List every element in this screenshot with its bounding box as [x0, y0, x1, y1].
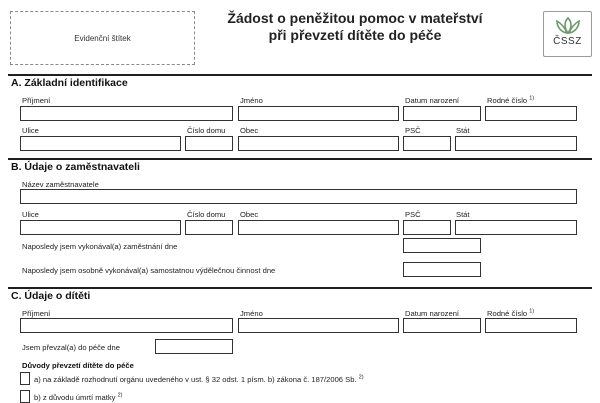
b-house-number-label: Číslo domu — [187, 210, 226, 219]
section-b-divider — [8, 158, 592, 160]
section-a-title: A. Základní identifikace — [11, 77, 128, 89]
c-reason-b-checkbox[interactable] — [20, 390, 30, 403]
b-postal-code-field[interactable] — [403, 220, 451, 235]
logo-text: ČSSZ — [553, 36, 582, 47]
c-birth-date-field[interactable] — [403, 318, 481, 333]
a-surname-label: Příjmení — [22, 96, 51, 105]
c-first-name-label: Jméno — [240, 309, 263, 318]
b-employer-name-field[interactable] — [20, 189, 577, 204]
c-reason-b-footnote: 2) — [117, 392, 123, 399]
b-postal-code-label: PSČ — [405, 210, 421, 219]
b-municipality-label: Obec — [240, 210, 259, 219]
c-reason-a-label — [34, 375, 364, 384]
a-postal-code-field[interactable] — [403, 136, 451, 151]
form-title — [205, 10, 505, 44]
b-house-number-field[interactable] — [185, 220, 233, 235]
a-birth-number-text: Rodné číslo — [487, 96, 528, 105]
c-birth-date-label: Datum narození — [405, 309, 460, 318]
a-country-label: Stát — [456, 126, 470, 135]
a-postal-code-label: PSČ — [405, 126, 421, 135]
a-birth-number-footnote: 1) — [529, 95, 535, 102]
cssz-logo — [543, 11, 592, 57]
a-surname-field[interactable] — [20, 106, 233, 121]
a-street-field[interactable] — [20, 136, 181, 151]
b-last-employment-label: Naposledy jsem vykonával(a) zaměstnání dne — [22, 242, 178, 251]
section-b-title: B. Údaje o zaměstnavateli — [11, 161, 140, 173]
a-birth-number-field[interactable] — [485, 106, 577, 121]
c-birth-number-label — [487, 309, 534, 318]
c-reason-a-footnote: 2) — [358, 374, 364, 381]
b-last-self-employment-label: Naposledy jsem osobně vykonával(a) samostatnou výdělečnou činnost dne — [22, 266, 276, 275]
c-reason-a-checkbox[interactable] — [20, 372, 30, 385]
c-reason-b-label — [34, 393, 122, 402]
lotus-icon — [553, 16, 583, 36]
b-employer-name-label: Název zaměstnavatele — [22, 180, 99, 189]
a-birth-number-label — [487, 96, 534, 105]
c-surname-field[interactable] — [20, 318, 233, 333]
a-municipality-field[interactable] — [238, 136, 399, 151]
section-a-divider — [8, 74, 592, 76]
b-country-field[interactable] — [455, 220, 577, 235]
b-street-field[interactable] — [20, 220, 181, 235]
c-reason-b-text: b) z důvodu úmrtí matky — [34, 393, 116, 402]
b-last-self-employment-date-field[interactable] — [403, 262, 481, 277]
a-first-name-label: Jméno — [240, 96, 263, 105]
a-country-field[interactable] — [455, 136, 577, 151]
c-taken-into-care-date-field[interactable] — [155, 339, 233, 354]
form-title-line2: při převzetí dítěte do péče — [268, 27, 442, 43]
c-first-name-field[interactable] — [238, 318, 399, 333]
a-birth-date-field[interactable] — [403, 106, 481, 121]
section-c-divider — [8, 287, 592, 289]
a-house-number-field[interactable] — [185, 136, 233, 151]
c-reason-a-text: a) na základě rozhodnutí orgánu uvedeného v ust. § 32 odst. 1 písm. b) zákona č. 187/2006 Sb. — [34, 375, 357, 384]
a-birth-date-label: Datum narození — [405, 96, 460, 105]
c-birth-number-field[interactable] — [485, 318, 577, 333]
c-birth-number-footnote: 1) — [529, 308, 535, 315]
form-title-line1: Žádost o peněžitou pomoc v mateřství — [227, 10, 483, 26]
b-country-label: Stát — [456, 210, 470, 219]
a-street-label: Ulice — [22, 126, 39, 135]
a-municipality-label: Obec — [240, 126, 259, 135]
b-municipality-field[interactable] — [238, 220, 399, 235]
registration-label-box — [10, 11, 195, 65]
c-birth-number-text: Rodné číslo — [487, 309, 528, 318]
registration-label-text: Evidenční štítek — [74, 33, 131, 43]
c-taken-into-care-label: Jsem převzal(a) do péče dne — [22, 343, 120, 352]
b-last-employment-date-field[interactable] — [403, 238, 481, 253]
c-surname-label: Příjmení — [22, 309, 51, 318]
c-reasons-heading: Důvody převzetí dítěte do péče — [22, 361, 134, 370]
a-first-name-field[interactable] — [238, 106, 399, 121]
section-c-title: C. Údaje o dítěti — [11, 290, 91, 302]
b-street-label: Ulice — [22, 210, 39, 219]
a-house-number-label: Číslo domu — [187, 126, 226, 135]
